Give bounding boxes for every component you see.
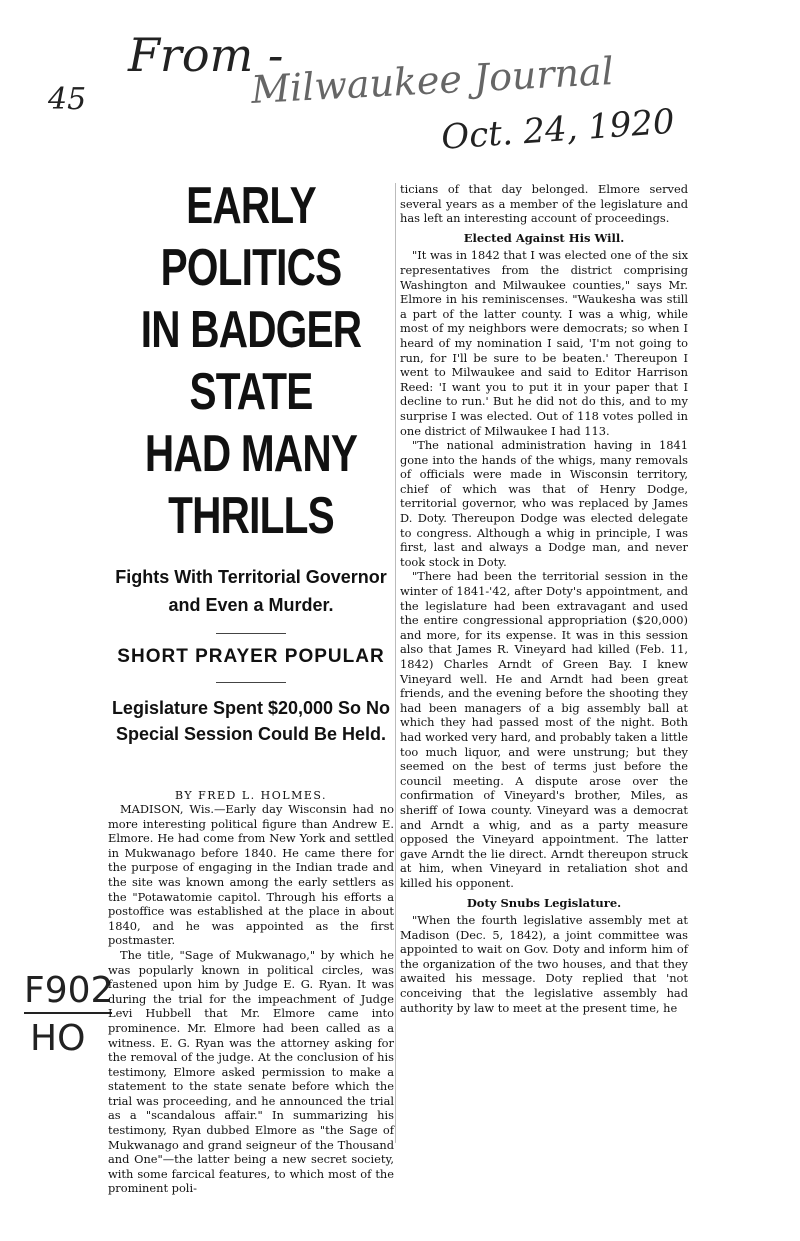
headline xyxy=(111,175,392,547)
headline-line: IN BADGER STATE xyxy=(140,301,362,421)
deck-subtitle: Fights With Territorial Governor and Even a Murder. xyxy=(115,567,387,615)
article-column-1 xyxy=(108,175,394,1196)
article-body-col2 xyxy=(400,182,688,1015)
paragraph: "When the fourth legislative assembly met at Madison (Dec. 5, 1842), a joint committee was appointed to wait on Gov. Doty and inform him of the organization of the two houses, and that they awaited his message. Doty replied that 'not conceiving that the legislative assembly had authority by law to meet at the present time, he xyxy=(400,913,688,1015)
subheading: Elected Against His Will. xyxy=(463,230,625,245)
handwritten-page-number: 45 xyxy=(48,82,87,117)
paragraph: "It was in 1842 that I was elected one of the six representatives from the district comprising Washington and Milwaukee counties," says Mr. Elmore in his reminiscenses. "Waukesha was still a part of the latter county. I was a whig, while most of my neighbors were democrats; so when I heard of my nomination I said, 'I'm not going to run, for I'll be sure to be beaten.' Thereupon I went to Milwaukee and said to Editor Harrison Reed: 'I want you to put it in your paper that I decline to run.' But he did not do this, and to my surprise I was elected. Out of 118 votes polled in one district of Milwaukee I had 113. xyxy=(400,248,688,438)
handwritten-date: Oct. 24, 1920 xyxy=(440,101,676,158)
call-number-bottom: HO xyxy=(30,1018,86,1059)
call-number-top: F902 xyxy=(24,970,114,1011)
subheading: Doty Snubs Legislature. xyxy=(466,895,622,910)
headline-line: EARLY POLITICS xyxy=(160,177,342,297)
byline: BY FRED L. HOLMES. xyxy=(174,789,328,802)
paragraph: "The national administration having in 1841 gone into the hands of the whigs, many removals of officials were made in Wisconsin territory, chief of which was that of Henry Dodge, territorial governor, who was replaced by James D. Doty. Thereupon Dodge was elected delegate to congress. Although a whig in principle, I was first, last and always a Dodge man, and never took stock in Doty. xyxy=(400,438,688,569)
handwritten-from-note: From - xyxy=(128,28,284,82)
deck-summary: Legislature Spent $20,000 So No Special Session Could Be Held. xyxy=(111,698,391,744)
deck-rule xyxy=(216,682,286,683)
call-number-rule xyxy=(24,1012,112,1014)
headline-line: HAD MANY THRILLS xyxy=(144,425,358,545)
article-body-col1 xyxy=(108,802,394,1196)
paragraph: ticians of that day belonged. Elmore served several years as a member of the legislature and has left an interesting account of proceedings. xyxy=(400,182,688,226)
handwritten-source: Milwaukee Journal xyxy=(250,49,615,112)
deck-heading: SHORT PRAYER POPULAR xyxy=(117,646,385,667)
paragraph: MADISON, Wis.—Early day Wisconsin had no more interesting political figure than Andrew E. Elmore. He had come from New York and settled in Mukwanago before 1840. He came there for the purpose of engaging in the Indian trade and the site was known among the early settlers as the "Potawatomie capitol. Through his efforts a postoffice was established at the place in about 1840, and he was appointed as the first postmaster. xyxy=(108,802,394,948)
column-divider xyxy=(395,183,396,1143)
article-column-2 xyxy=(400,182,688,1015)
paragraph: The title, "Sage of Mukwanago," by which he was popularly known in political circles, was fastened upon him by Judge E. G. Ryan. It was during the trial for the impeachment of Judge Levi Hubbell that Mr. Elmore came into prominence. Mr. Elmore had been called as a witness. E. G. Ryan was the attorney asking for the removal of the judge. At the conclusion of his testimony, Elmore asked permission to make a statement to the state senate before which the trial was proceeding, and he announced the trial as a "scandalous affair." In summarizing his testimony, Ryan dubbed Elmore as "the Sage of Mukwanago and grand seigneur of the Thousand and One"—the latter being a new secret society, with some farcical features, to which most of the prominent poli- xyxy=(108,947,394,1196)
deck-rule xyxy=(216,633,286,634)
paragraph: "There had been the territorial session in the winter of 1841-'42, after Doty's appointment, and the legislature had been extravagant and used the entire congressional appropriation ($20,000) and more, for its expense. It was in this session also that James R. Vineyard had killed (Feb. 11, 1842) Charles Arndt of Green Bay. I knew Vineyard well. He and Arndt had been great friends, and the evening before the shooting they had been managers of a big assembly ball at which they had passed most of the night. Both had worked very hard, and probably taken a little too much liquor, and were unstrung; but they seemed on the best of terms just before the council meeting. A dispute arose over the confirmation of Vineyard's brother, Miles, as sheriff of Iowa county. Vineyard was a democrat and Arndt a whig, and as a party measure opposed the Vineyard appointment. The latter gave Arndt the lie direct. Arndt thereupon struck at him, when Vineyard in retaliation shot and killed his opponent. xyxy=(400,569,688,890)
